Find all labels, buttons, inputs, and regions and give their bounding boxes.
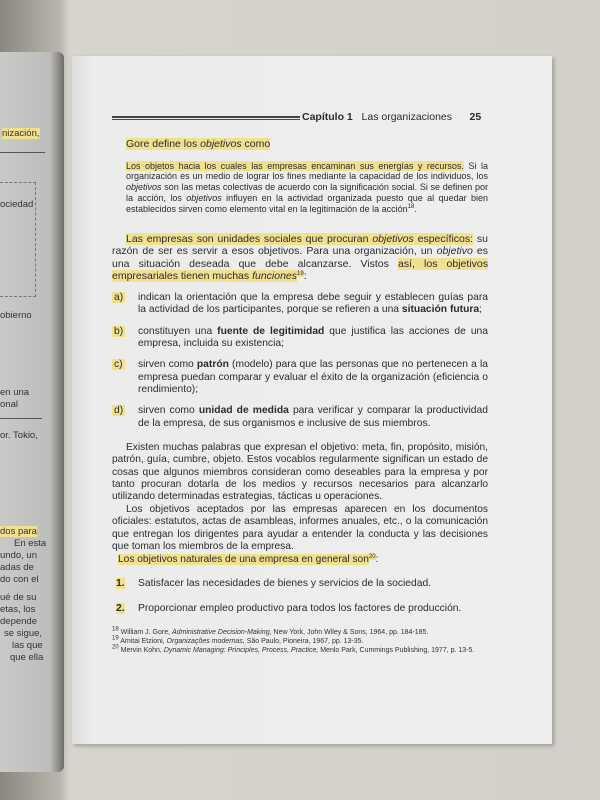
text-run: influyen en la actividad organizada puesto que al quedar bien establecidos sirven como elemento vital en la legitimación de la acción — [126, 192, 488, 214]
left-fragment: onal — [0, 399, 18, 410]
text-run: Los objetivos naturales de una empresa en general son — [118, 554, 369, 566]
numbered-item: Proporcionar empleo productivo para todos los factores de producción. — [138, 602, 462, 614]
list-item-row — [112, 326, 488, 351]
item-label: c) — [114, 359, 123, 371]
text-run: : — [375, 554, 379, 566]
right-page — [72, 56, 552, 744]
text-run: Menlo Park, Cummings Publishing, 1977, p. 13-5. — [318, 646, 475, 654]
text-run: ; — [479, 304, 482, 316]
left-fragment: en una — [0, 387, 30, 398]
page-number: 25 — [469, 111, 482, 123]
footnote — [112, 626, 488, 638]
divider — [0, 152, 45, 153]
left-fragment: que ella — [10, 652, 44, 663]
text-run: Las empresas son unidades sociales que procuran — [126, 232, 373, 245]
text-run: (modelo) para que las personas que no pertenecen a la empresa puedan comparar y evaluar el éxito de la organización (eficiencia o rendimiento); — [138, 359, 488, 396]
item-label: d) — [114, 405, 124, 417]
paragraph-natural — [118, 554, 488, 566]
text-run: . — [414, 203, 417, 214]
left-fragment: obierno — [0, 310, 32, 321]
text-run: 20 — [368, 553, 376, 560]
text-run: sirven como — [138, 359, 197, 371]
left-fragment: En esta — [14, 538, 47, 549]
text-run: su razón de ser es servir a esos objetivos. Para una organización, un — [112, 232, 488, 258]
list-item-row — [112, 405, 488, 430]
text-run: Si la organización es un medio de lograr los fines mediante la capacidad de los individuos, los — [126, 160, 488, 182]
item-label: b) — [114, 325, 124, 337]
left-fragment: las que — [12, 640, 43, 651]
text-run: objetivos — [126, 182, 162, 193]
list-item — [138, 405, 488, 430]
text-run: William J. Gore, — [118, 629, 172, 637]
text-run: Amitai Etzioni, — [118, 637, 167, 645]
text-run: objetivos — [200, 138, 242, 150]
text-run: Gore define los — [126, 138, 201, 150]
text-run: funciones — [252, 270, 298, 283]
text-run: 18 — [407, 203, 415, 210]
list-item-row — [112, 292, 488, 317]
left-fragment: nización, — [2, 128, 40, 139]
numbered-label: 2. — [116, 602, 125, 614]
footnote — [112, 635, 488, 647]
body-text — [112, 138, 488, 655]
text-run: 19 — [112, 635, 119, 642]
left-fragment: adas de — [0, 562, 34, 573]
item-label: a) — [114, 291, 124, 303]
left-fragment: se sigue, — [4, 628, 43, 639]
text-run: situación futura — [401, 304, 480, 316]
left-fragment: dos para — [0, 526, 37, 537]
paragraph-accepted — [112, 504, 488, 553]
text-run: : — [303, 270, 307, 283]
left-fragment: depende — [0, 616, 37, 627]
left-fragment: ué de su — [0, 592, 37, 603]
intro-line — [126, 138, 488, 151]
text-run: Organizações modernas, — [166, 637, 245, 645]
text-run: Los objetos hacia los cuales las empresas encaminan sus energías y recursos. — [126, 160, 464, 171]
text-run: Los objetivos aceptados por las empresas aparecen en los documentos oficiales: estatutos, actas de asambleas, informes anuales, etc., o la comunicación que entregan los dirigentes para ayudar a entender la conducta y las decisiones que toman los miembros de la empresa. — [112, 504, 488, 552]
numbered-row — [112, 603, 488, 615]
text-run: como — [241, 138, 271, 150]
text-run: patrón — [196, 359, 229, 371]
numbered-item: Satisfacer las necesidades de bienes y servicios de la sociedad. — [138, 578, 432, 590]
text-run: objetivos — [372, 232, 414, 245]
header-rule — [112, 116, 300, 120]
text-run: específicos: — [413, 232, 474, 245]
list-item — [138, 359, 488, 396]
chapter-label: Capítulo 1 — [302, 111, 353, 123]
text-run: es una situación deseada que debe alcanzarse. Vistos — [112, 245, 488, 270]
text-run: son las metas colectivas de acuerdo con la significación social. Si se definen por la acción, los — [126, 182, 488, 203]
text-run: Existen muchas palabras que expresan el objetivo: meta, fin, propósito, misión, patrón, guía, cumbre, objeto. Estos vocablos regularmente significan un estado de cosas que algunos miembros consideran como deseables para la empresa y por tanto procuran dotarla de los medios y recursos necesarios para alcanzarlo utilizando determinadas estrategias, tácticas u operaciones. — [112, 442, 488, 502]
chapter-title: Las organizaciones — [361, 111, 453, 123]
text-run: Mervin Kohn, — [118, 646, 164, 654]
text-run: unidad de medida — [198, 405, 289, 417]
numbered-row — [112, 578, 488, 590]
divider — [0, 418, 42, 419]
list-item-row — [112, 359, 488, 396]
text-run: indican la orientación que la empresa debe seguir y establecen guías para la actividad de los participantes, porque se refieren a una — [138, 291, 488, 316]
text-run: 19 — [297, 270, 304, 277]
paragraph-words — [112, 442, 488, 503]
text-run: São Paulo, Pioneira, 1967, pp. 13-35. — [244, 637, 364, 645]
text-run: fuente de legitimidad — [217, 325, 325, 337]
text-run: para verificar y comparar la productividad de la empresa, de sus organismos e inclusive de sus miembros. — [138, 405, 488, 429]
function-list — [112, 292, 488, 430]
left-fragment: etas, los — [0, 604, 36, 615]
text-run: que justifica las acciones de una empresa, incluida su existencia; — [138, 325, 488, 349]
footnotes — [112, 626, 488, 655]
left-page — [0, 52, 64, 772]
text-run: así, los objetivos empresariales tienen muchas — [112, 257, 488, 283]
text-run: objetivos — [186, 192, 222, 203]
footnote — [112, 644, 488, 656]
text-run: Administrative Decision-Making, — [171, 629, 272, 637]
text-run: 18 — [112, 626, 119, 633]
text-run: Dynamic Managing: Principles, Process, Practice, — [163, 646, 319, 654]
text-run: 20 — [112, 644, 119, 651]
text-run: sirven como — [138, 405, 199, 417]
text-run: constituyen una — [138, 325, 218, 337]
left-fragment: do con el — [0, 574, 39, 585]
paragraph-objectives — [112, 233, 488, 283]
text-run: New York, John Wiley & Sons, 1964, pp. 184-185. — [271, 629, 429, 637]
list-item — [138, 292, 488, 317]
running-header — [302, 111, 481, 123]
numbered-label: 1. — [116, 578, 125, 590]
left-fragment: ociedad — [0, 199, 34, 210]
left-fragment: undo, un — [0, 550, 37, 561]
gore-quote — [126, 161, 488, 215]
text-run: objetivo — [436, 245, 473, 258]
left-fragment: or. Tokio, — [0, 430, 38, 441]
list-item — [138, 326, 488, 351]
